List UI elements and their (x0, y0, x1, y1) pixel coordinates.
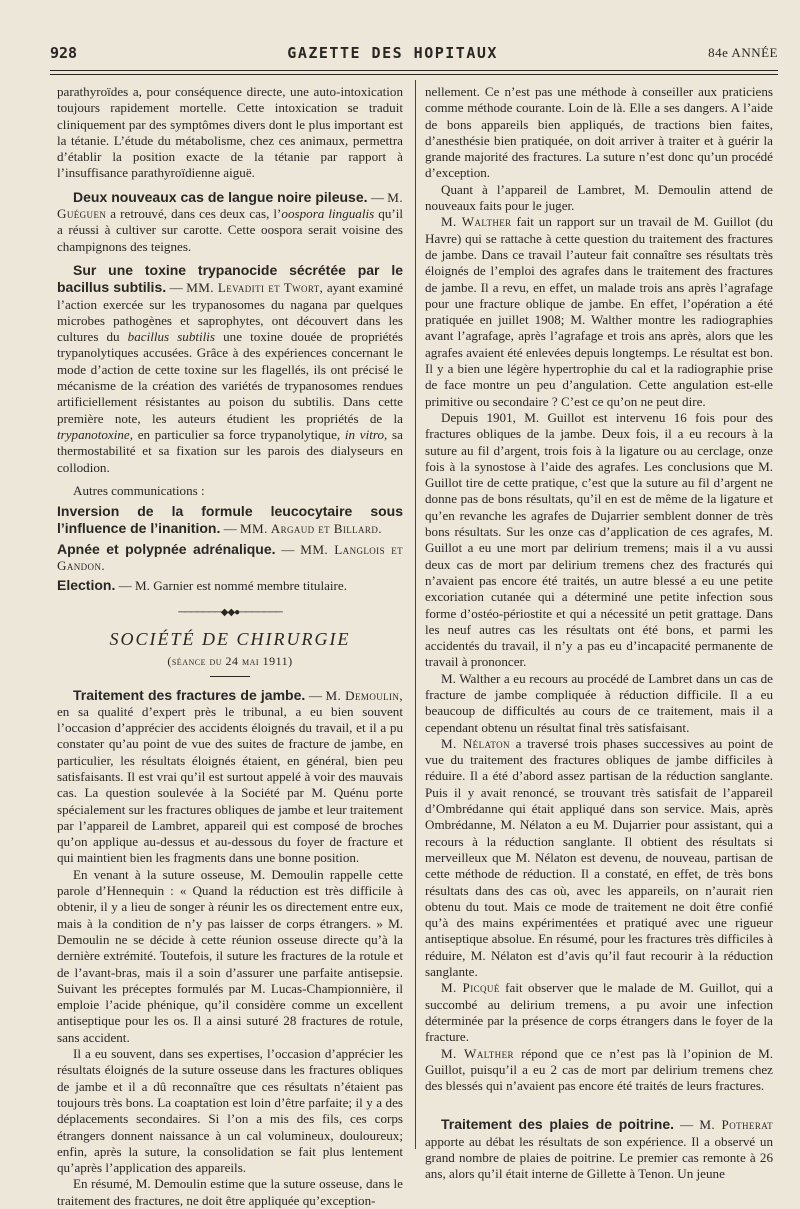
author-name: M. Nélaton (441, 735, 510, 751)
section-heading: Traitement des fractures de jambe. (73, 686, 306, 703)
author-name: M. Walther (441, 1045, 514, 1061)
term: in vitro, (344, 426, 388, 442)
communication-title: Election. (57, 577, 116, 594)
article-plaies-poitrine: Traitement des plaies de poitrine. — M. Potherat apporte au débat les résultats de son expérience. Il a observé un grand nombre de plaies de poitrine. Le premier cas remonte à 26 ans, alors qu’il était interne de Gillette à Tenon. Un jeune (425, 1116, 774, 1182)
article-toxine-trypanocide: Sur une toxine trypanocide sécrétée par le bacillus subtilis. — MM. Levaditi et Twort, ayant examiné l’action exercée sur les trypanosomes du nagana par quelques microbes pathogènes et saprophytes, ont découvert dans les cultures du bacillus subtilis une toxine douée de propriétés trypanolytiques accusées. Grâce à des expériences concernant le mode d’action de cette toxine sur les flagellés, ils ont précisé le mécanisme de la création des variétés de trypanosomes rendues artificiellement résistantes au poison du subtilis. Dans cette première note, les auteurs étudient les propriétés de la trypanotoxine, en particulier sa force trypanolytique, in vitro, sa thermostabilité et sa fixation sur les parois des dialyseurs en collodion. (57, 261, 404, 475)
paragraph-text: a retrouvé, dans ces deux cas, l’ (110, 206, 282, 222)
page-number: 928 (50, 44, 78, 62)
paragraph: En résumé, M. Demoulin estime que la suture osseuse, dans le traitement des fractures, ne doit être appliquée qu’exception- (57, 1176, 403, 1208)
year-label: 84e ANNÉE (708, 45, 778, 60)
author-name: M. Walther (441, 214, 512, 230)
short-rule (210, 676, 250, 677)
column-divider (415, 80, 416, 1149)
paragraph-text: fait un rapport sur un travail de M. Guillot (du Havre) qui se rattache à cette question du traitement des fractures de jambe. Dans ce travail l’auteur fait connaître ses résultats très éloignés de l’emploi des agrafes dans le traitement des fractures de jambe. Il a revu, en effet, un malade trois ans après l’agrafage pour une fracture oblique de jambe. En effet, l’opération a été pratiquée en juillet 1908; M. Walther montre les radiographies avant l’agrafage, après l’agrafage et trois ans après, alors que les agrafes avaient été enlevées depuis longtemps. Le résultat est bon. Il y a bien une légère hypertrophie du cal et la radiographie prise de face montre un peu d’angulation. Cette angulation est-elle primitive ou secondaire ? C’est ce qu’on ne peut dire. (425, 214, 773, 409)
author-names: MM. Levaditi et Twort, (186, 280, 324, 296)
author-name: M. Potherat (699, 1117, 774, 1133)
paragraph-text: répond que ce n’est pas là l’opinion de M. Guillot, puisqu’il a eu 2 cas de mort par delirium tremens chez des blessés qui n’avaient pas encore été traités de leurs fractures. (425, 1045, 774, 1094)
article-langue-noire: Deux nouveaux cas de langue noire pileuse. — M. Guéguen a retrouvé, dans ces deux cas, l’oospora lingualis qu’il a réussi à cultiver sur carotte. Cette oospora serait voisine des champignons des teignes. (57, 188, 403, 254)
paragraph-text: une toxine douée de propriétés trypanolytiques accusées. Grâce à des expériences concernant le mode d’action de cette toxine sur les flagellés, ils ont précisé le mécanisme de la création des variétés de trypanosomes rendues artificiellement résistantes au poison du subtilis. Dans cette première note, les auteurs étudient les propriétés de la (57, 329, 403, 426)
author-names: MM. Langlois et Gandon. (57, 541, 403, 574)
section-heading: Deux nouveaux cas de langue noire pileuse. (73, 188, 368, 205)
header-rule-bottom (50, 74, 778, 75)
term: trypanotoxine, (57, 426, 133, 442)
paragraph-text: en sa qualité d’expert près le tribunal, a eu bien souvent l’occasion d’apprécier des accidents éloignés du travail, et il a pu constater qu’au point de vue des suites de fracture de jambe, en particulier, les résultats éloignés étaient, en général, bien peu satisfaisants. Il est vrai qu’il est surtout appelé à voir des mauvais cas. La question soulevée à la Société par M. Quénu porte spécialement sur les fractures obliques de jambe et leur traitement par l’appareil de Lambret, appareil qui est composé de broches qu’on applique au-dessus et au-dessous du foyer de fracture et qui maintient bien les fragments dans une bonne position. (57, 703, 403, 866)
journal-title: GAZETTE DES HOPITAUX (287, 44, 498, 62)
paragraph: En venant à la suture osseuse, M. Demoulin rappelle cette parole d’Hennequin : « Quand la réduction est très difficile à obtenir, il y a lieu de songer à réunir les os directement entre eux, mais à la condition de n’y pas laisser de corps étrangers. » M. Demoulin ne se décide à cette réunion osseuse directe qu’à la dernière extrémité. Toutefois, il suture les fractures de la rotule et de l’avant-bras, mais il a soin d’assurer une parfaite antisepsie. Suivant les préceptes formulés par M. Lucas-Championnière, il emploie l’acide phénique, qu’il considère comme un excellent antiseptique pour les os. Il a ainsi suturé 28 fractures de rotule, sans accident. (57, 866, 403, 1045)
right-column (425, 84, 773, 1183)
communication-title: Apnée et polypnée adrénalique. (57, 540, 276, 557)
paragraph: Il a eu souvent, dans ses expertises, l’occasion d’apprécier les résultats éloignés de la suture osseuse dans les fractures obliques de jambe et il a dû reconnaître que ces résultats n’étaient pas toujours très bons. La coaptation est loin d’être parfaite; il y a des déplacements secondaires. Si l’on a mis des fils, ces corps étrangers donnent naissance à un cal volumineux, douloureux; enfin, après la suture, la consolidation se fait plus lentement qu’après l’application des appareils. (57, 1046, 403, 1176)
paragraph-nelaton (425, 736, 773, 980)
author-name: M. Demoulin, (325, 687, 404, 703)
paragraph-picque (425, 980, 773, 1045)
paragraph-text: fait observer que le malade de M. Guillot, qui a succombé au delirium tremens, a pu avoir une infection déterminée par la présence de corps étrangers dans le foyer de la fracture. (425, 980, 773, 1045)
paragraph: parathyroïdes a, pour conséquence directe, une auto-intoxication toujours rapidement mortelle. Cette intoxication se traduit cliniquement par des symptômes divers dont le plus important est la tétanie. L’étude du métabolisme, chez ces animaux, permettra d’établir la position exacte de la tétanie par rapport à l’insuffisance parathyroïdienne aiguë. (57, 84, 403, 181)
society-title: SOCIÉTÉ DE CHIRURGIE (109, 628, 351, 649)
other-communications-label: Autres communications : (73, 482, 205, 498)
species-name: bacillus subtilis (127, 329, 216, 345)
communication-item: Inversion de la formule leucocytaire sous l’influence de l’inanition. — MM. Argaud et Billard. (57, 503, 403, 537)
paragraph: Depuis 1901, M. Guillot est intervenu 16 fois pour des fractures obliques de la jambe. Deux fois, il a eu recours à la suture au fil d’argent, trois fois à la ligature ou au cerclage, onze fois à la synostose à l’aide des agrafes. Les conclusions que M. Guillot tire de cette pratique, c’est que la suture au fil d’argent ne donne pas de bons résultats, qu’il en est de même de la ligature et qu’en revanche les agrafes de Dujarrier semblent donner de très bons résultats. Sur les onze cas d’application de ces agrafes, M. Guillot a eu une mort par delirium tremens; mais il a vu aussi deux cas de mort par delirium tremens chez des fracturés qui n’avaient pas encore été traités, un autre blessé a eu une petite excoriation cutanée qui a déterminé une petite infection sous forme d’ostéo-périostite et qui a nécessité un petit grattage. Dans les neuf autres cas les résultats ont été bons, et parmi les accidentés du travail, il n’y a pas eu d’incapacité permanente de travail à prononcer. (425, 409, 773, 670)
header-rule-top (50, 70, 778, 71)
communication-title: Inversion de la formule leucocytaire sous l’influence de l’inanition. (57, 503, 403, 537)
section-heading: Traitement des plaies de poitrine. (441, 1116, 675, 1133)
paragraph-text: M. Garnier est nommé membre titulaire. (135, 578, 347, 594)
paragraph-text: en particulier sa force trypanolytique, (137, 426, 341, 442)
paragraph: Quant à l’appareil de Lambret, M. Demoulin attend de nouveaux faits pour le juger. (425, 181, 773, 214)
species-name: oospora lingualis (281, 206, 375, 222)
paragraph-text: apporte au débat les résultats de son expérience. Il a observé un grand nombre de plaies de poitrine. Le premier cas remonte à 26 ans, alors qu’il était interne de Gillette à Tenon. Un jeune (425, 1133, 773, 1182)
paragraph-text: a traversé trois phases successives au point de vue du traitement des fractures obliques de jambe difficiles à réduire. Il a été d’abord assez partisan de la réduction sanglante. Puis il y avait renoncé, se trouvant très satisfait de l’appareil d’Ombrédanne qui était appliqué dans son service. Mais, après Ombrédanne, M. Nélaton a eu M. Dujarrier pour assistant, qui a recours à la réduction sanglante. Il obtient des résultats si merveilleux que M. Nélaton est devenu, de nouveau, partisan de cette méthode de réduction. Il a constaté, en effet, de très bons résultats dans des cas où, avec les appareils, on n’aurait rien obtenu du tout. Mais ce mode de traitement ne doit être confié qu’à des mains expérimentées et pratiqué avec une rigueur antiseptique absolue. En résumé, pour les fractures très difficiles à réduire, M. Nélaton est d’avis qu’il faut recourir à la réduction sanglante. (425, 735, 774, 980)
paragraph-walther-reply (425, 1046, 773, 1095)
article-fractures-jambe: Traitement des fractures de jambe. — M. Demoulin, en sa qualité d’expert près le tribunal, a eu bien souvent l’occasion d’apprécier des accidents éloignés du travail, et il a pu constater qu’au point de vue des suites de fracture de jambe, en particulier, les résultats éloignés étaient, en général, bien peu satisfaisants. Il est vrai qu’il est surtout appelé à voir des mauvais cas. La question soulevée à la Société par M. Quénu porte spécialement sur les fractures obliques de jambe et leur traitement par l’appareil de Lambret, appareil qui est composé de broches qu’on applique au-dessus et au-dessous du foyer de fracture et qui maintient bien les fragments dans une bonne position. (57, 686, 404, 866)
paragraph-walther-report (425, 214, 773, 410)
communication-item: Apnée et polypnée adrénalique. — MM. Langlois et Gandon. (57, 540, 403, 574)
communication-item: Election. — M. Garnier est nommé membre titulaire. (57, 577, 347, 594)
section-heading: Sur une toxine trypanocide sécrétée par le bacillus subtilis. (57, 261, 403, 296)
left-column (57, 84, 403, 1209)
paragraph: nellement. Ce n’est pas une méthode à conseiller aux praticiens comme méthode courante. Loin de là. Elle a ses dangers. A l’aide de bons appareils bien appliqués, de tractions bien faites, d’anesthésie bien pratiquée, on doit arriver à traiter et à guérir la grande majorité des fractures. La suture n’est donc qu’un procédé d’exception. (425, 84, 773, 181)
paragraph: M. Walther a eu recours au procédé de Lambret dans un cas de fracture de jambe compliquée à réduction difficile. Il a eu beaucoup de difficultés au cours de ce traitement, mais il a cependant obtenu un résultat final très satisfaisant. (425, 670, 773, 735)
page-header (50, 40, 778, 66)
author-names: MM. Argaud et Billard. (240, 521, 382, 537)
paragraph-text: ayant examiné l’action exercée sur les trypanosomes du nagana par quelques microbes pathogènes et saprophytes, ont découvert dans les cultures du (57, 280, 404, 345)
author-name: M. Guéguen (57, 189, 403, 222)
author-name: M. Picqué (441, 980, 500, 996)
ornament-divider: ───────◆◆●─────── (178, 606, 282, 618)
paragraph-text: qu’il a réussi à cultiver sur carotte. Cette oospora serait voisine des champignons des teignes. (57, 206, 403, 254)
paragraph-text: sa thermostabilité et sa fixation sur les parois des dialyseurs en collodion. (57, 426, 403, 475)
session-date: (séance du 24 mai 1911) (167, 654, 293, 669)
